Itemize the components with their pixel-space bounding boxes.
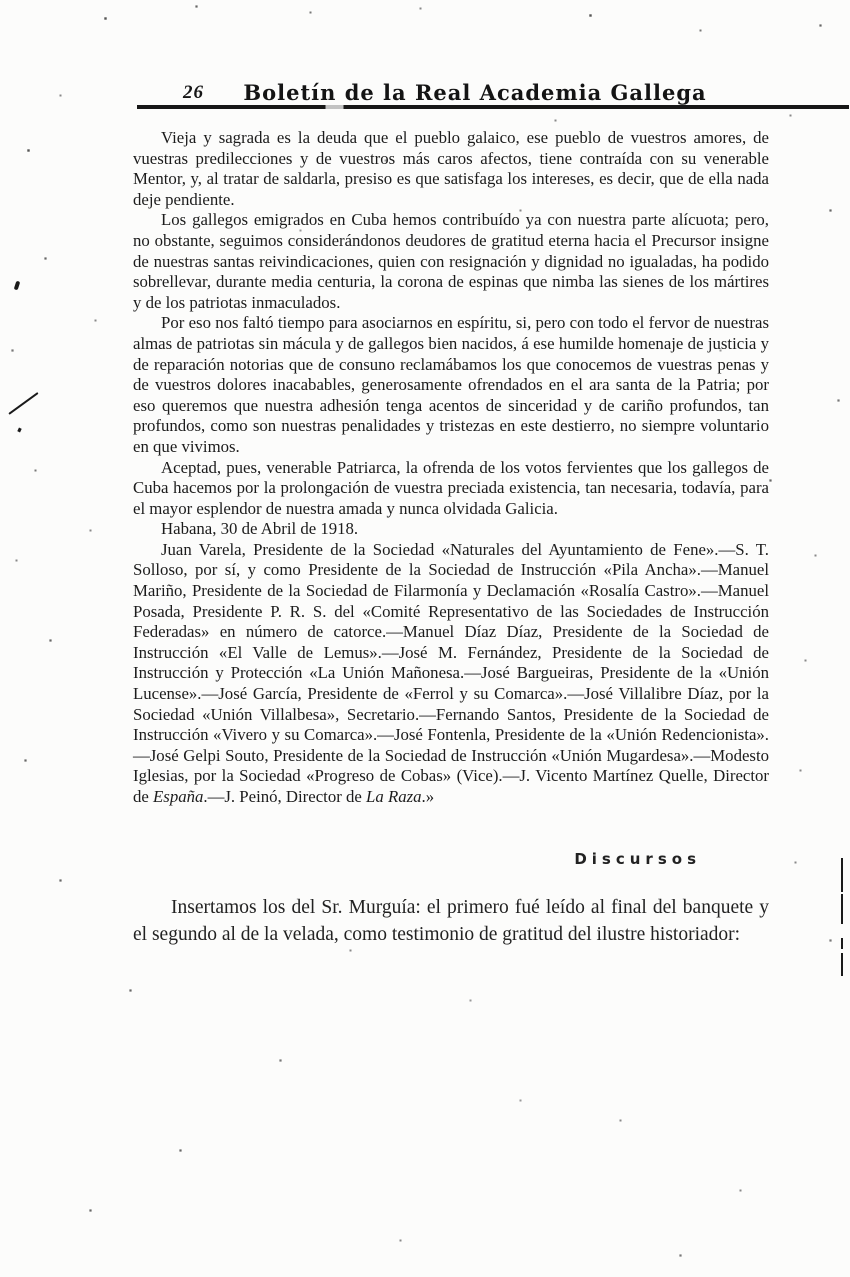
scan-speckles: [0, 0, 1, 1]
right-margin-line-segment-2: [841, 894, 843, 924]
signatures-italic-espana: España: [153, 787, 204, 806]
margin-mark-dot: [17, 428, 21, 433]
paragraph-homenaje: Por eso nos faltó tiempo para asociarnos en espíritu, si, pero con todo el fervor de nuestras almas de patriotas sin mácula y de gallegos bien nacidos, á ese humilde homenaje de justicia y de reparación notorias que de consuno reclamábamos los que conocemos de vuestras penas y de vuestros dolores inacabables, generosamente ofrendados en el ara santa de la Patria; por eso queremos que nuestra adhesión tenga acentos de sinceridad y de cariño profundos, tan profundos, como son nuestras penalidades y tristezas en este destierro, no siempre voluntario en que vivimos.: [133, 313, 769, 456]
paragraph-closing: Insertamos los del Sr. Murguía: el primero fué leído al final del banquete y el segundo al de la velada, como testimonio de gratitud del ilustre historiador:: [133, 896, 769, 945]
right-margin-line-segment-4: [841, 953, 843, 976]
margin-mark-slash: [8, 392, 39, 415]
signatures-italic-laraza: La Raza: [366, 787, 422, 806]
date-line: Habana, 30 de Abril de 1918.: [161, 519, 359, 539]
journal-title: Boletín de la Real Academia Gallega: [243, 80, 707, 105]
paragraph-signatures: [133, 540, 769, 808]
header-rule: [137, 105, 849, 109]
paragraph-opening: Vieja y sagrada es la deuda que el pueblo galaico, ese pueblo de vuestros amores, de vuestras predilecciones y de vuestros más caros afectos, tiene contraída con su venerable Mentor, y, al tratar de saldarla, presiso es que satisfaga los intereses, es decir, que de ella nada deje pendiente.: [133, 128, 769, 209]
right-margin-line-segment-3: [841, 938, 843, 949]
margin-mark-apostrophe: [14, 281, 21, 291]
paragraph-gallegos-cuba: Los gallegos emigrados en Cuba hemos contribuído ya con nuestra parte alícuota; pero, no obstante, seguimos considerándonos deudores de gratitud eterna hacia el Precursor insigne de nuestras santas reivindicaciones, quien con resignación y dignidad no igualadas, ha podido sobrellevar, durante media centuria, la corona de espinas que nimba las sienes de los mártires y de los patriotas inmaculados.: [133, 210, 769, 312]
right-margin-line-segment-1: [841, 858, 843, 892]
page-body: [133, 128, 769, 948]
section-heading-discursos: Discursos: [574, 849, 701, 868]
signatures-text: Juan Varela, Presidente de la Sociedad «Naturales del Ayuntamiento de Fene».—S. T. Solloso, por sí, y como Presidente de la Sociedad de Instrucción «Pila Ancha».—Manuel Mariño, Presidente de la Sociedad de Filarmonía y Declamación «Rosalía Castro».—Manuel Posada, Presidente P. R. S. del «Comité Representativo de las Sociedades de Instrucción Federadas» en número de catorce.—Manuel Díaz Díaz, Presidente de la Sociedad de Instrucción «El Valle de Lemus».—José M. Fernández, Presidente de la Sociedad de Instrucción y Protección «La Unión Mañonesa.—José Bargueiras, Presidente de la «Unión Lucense».—José García, Presidente de «Ferrol y su Comarca».—José Villalibre Díaz, por la Sociedad «Unión Villalbesa», Secretario.—Fernando Santos, Presidente de la Sociedad de Instrucción «Vivero y su Comarca».—José Fontenla, Presidente de la «Unión Redencionista».—José Gelpi Souto, Presidente de la Sociedad de Instrucción «Unión Mugardesa».—Modesto Iglesias, por la Sociedad «Progreso de Cobas» (Vice).—J. Vicento Martínez Quelle, Director de: [133, 539, 769, 806]
paragraph-aceptad: Aceptad, pues, venerable Patriarca, la ofrenda de los votos fervientes que los gallegos de Cuba hacemos por la prolongación de vuestra preciada existencia, tan necesaria, todavía, para el mayor esplendor de nuestra amada y nunca olvidada Galicia.: [133, 457, 769, 518]
signatures-text-3: .»: [421, 787, 435, 806]
signatures-text-2: .—J. Peinó, Director de: [203, 787, 367, 806]
page-number: 26: [183, 82, 204, 103]
